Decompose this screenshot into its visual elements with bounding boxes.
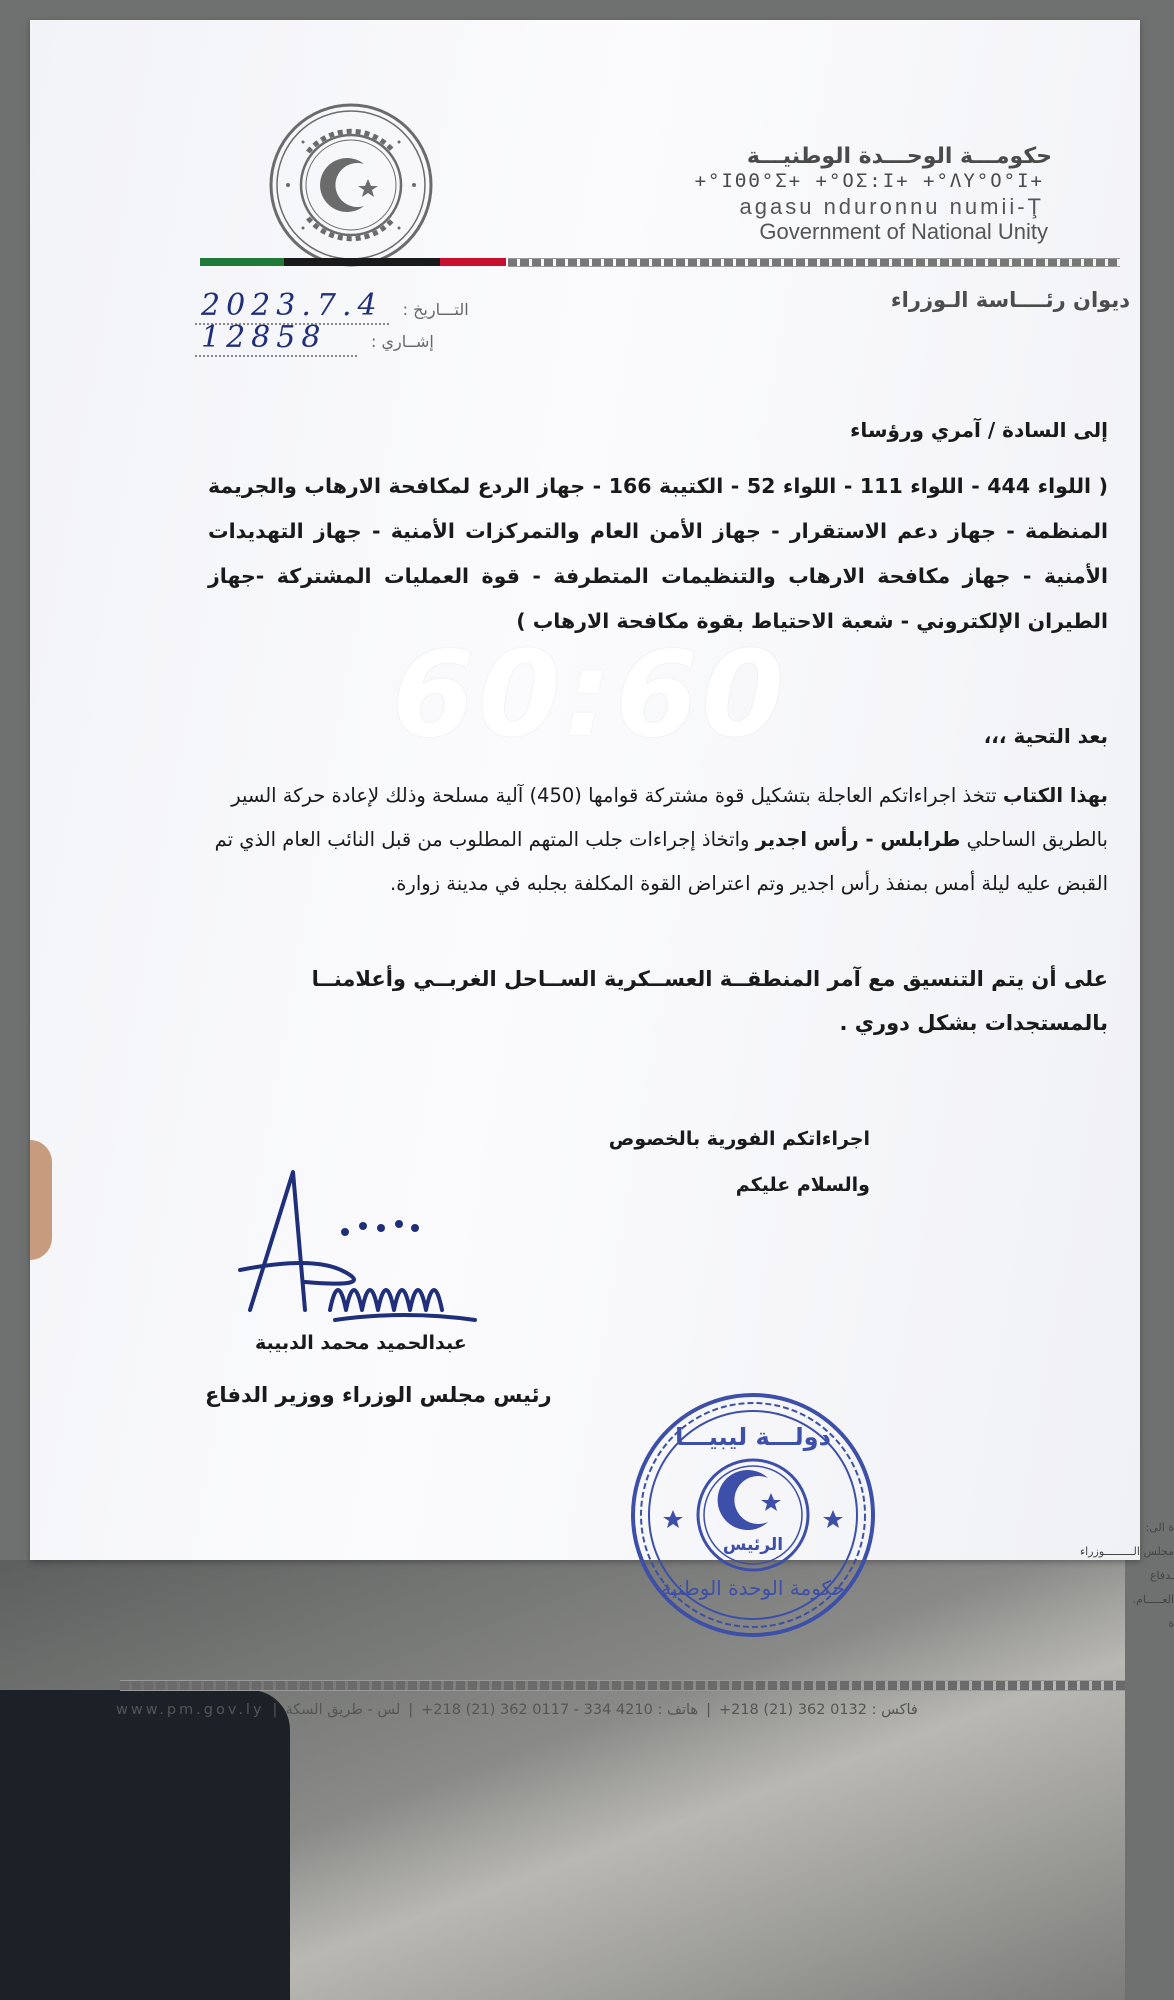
cc-line: العـــــام. [1132,1593,1174,1606]
dark-sleeve [0,1690,290,2000]
footer-fax: فاكس : 0132 362 (21) 218+ [718,1702,918,1718]
footer-website: www.pm.gov.ly [116,1702,265,1718]
signer-name: عبدالحميد محمد الدبيبة [255,1332,467,1354]
footer-contact: www.pm.gov.ly | فاكس : 0132 362 (21) 218+|هاتف : 4210 334 - 0117 362 (21) 218+|لس - طريق السكة [116,1702,918,1718]
addressee-units: ( اللواء 444 - اللواء 111 - اللواء 52 - الكتيبة 166 - جهاز الردع لمكافحة الارهاب والجريمة المنظمة - جهاز دعم الاستقرار - جهاز الأمن العام والتمركزات الأمنية - جهاز التهديدات الأمنية - جهاز مكافحة الارهاب والتنظيمات المتطرفة - قوة العمليات المشتركة -جهاز الطيران الإلكتروني - شعبة الاحتياط بقوة مكافحة الارهاب ) [208,474,1108,633]
reference-label: إشــاري : [371,332,434,351]
seal-inner-text: الرئيس [722,1535,784,1555]
paragraph-part-2: واتخاذ إجراءات جلب المتهم المطلوب من قبل النائب العام الذي تم القبض عليه ليلة أمس بمنفذ رأس اجدير وتم اعتراض القوة المكلفة بجلبه في مدينة زوارة. [214,828,1108,895]
flag-color-bar [200,258,506,266]
greeting: بعد التحية ،،، [983,724,1108,748]
footer-chain-divider [120,1680,1125,1691]
cc-line: ـدفاع [1149,1569,1174,1582]
government-name-berber: agasu nduronnu numii-Ţ [739,194,1044,219]
cc-line: مجلس الـــــــــوزراء [1080,1545,1174,1558]
paragraph-part-1: تتخذ اجراءاتكم العاجلة بتشكيل قوة مشتركة قوامها (450) آلية مسلحة وذلك لإعادة حركة السير بالطريق الساحلي [231,784,1108,851]
overlay-caption: 60:60 [392,625,788,763]
handwritten-signature [235,1160,515,1350]
addressee: إلى السادة / آمري ورؤساء [850,418,1108,442]
office-title: ديوان رئــــاسة الـوزراء [890,288,1130,312]
thumb [30,1140,52,1260]
closing-line-1: اجراءاتكم الفورية بالخصوص [608,1128,870,1150]
government-name-english: Government of National Unity [759,219,1048,244]
government-name-tifinagh: +°IΘΘ°Σ+ +°ΟΣ:I+ +°ΛΥ°Ο°I+ [694,170,1044,192]
signer-title: رئيس مجلس الوزراء ووزير الدفاع [205,1383,552,1407]
copy-to-list [1080,1516,1174,1636]
paragraph-lead: بهذا الكتاب [1002,784,1108,807]
government-name-arabic: حكومـــة الوحـــدة الوطنيـــة [746,144,1052,169]
main-paragraph [208,774,1108,906]
header-chain-divider [508,258,1120,267]
cc-line: ة [1168,1617,1174,1630]
date-label: التـــاريخ : [402,300,469,319]
coordination-paragraph: على أن يتم التنسيق مع آمر المنطقــة العســكرية الســاحل الغربــي وأعلامنــا بالمستجدات بشكل دوري . [311,967,1108,1035]
closing-line-2: والسلام عليكم [735,1174,870,1196]
reference-value: 12858 [195,320,357,357]
seal-bottom-text: حكومة الوحدة الوطنية [661,1576,845,1600]
footer-phone: هاتف : 4210 334 - 0117 362 (21) 218+ [421,1702,699,1718]
cc-line: ة الى: [1145,1521,1174,1534]
seal-outer-text: دولـــة ليبيـــا [675,1423,831,1451]
government-logo-icon [268,102,434,268]
date-value: 2023.7.4 [195,288,389,325]
reference-row [195,320,434,357]
paragraph-route: طرابلس - رأس اجدير [755,828,961,851]
footer-address: لس - طريق السكة [285,1702,401,1718]
letter-page [30,20,1174,1630]
official-seal-stamp [628,1390,878,1640]
